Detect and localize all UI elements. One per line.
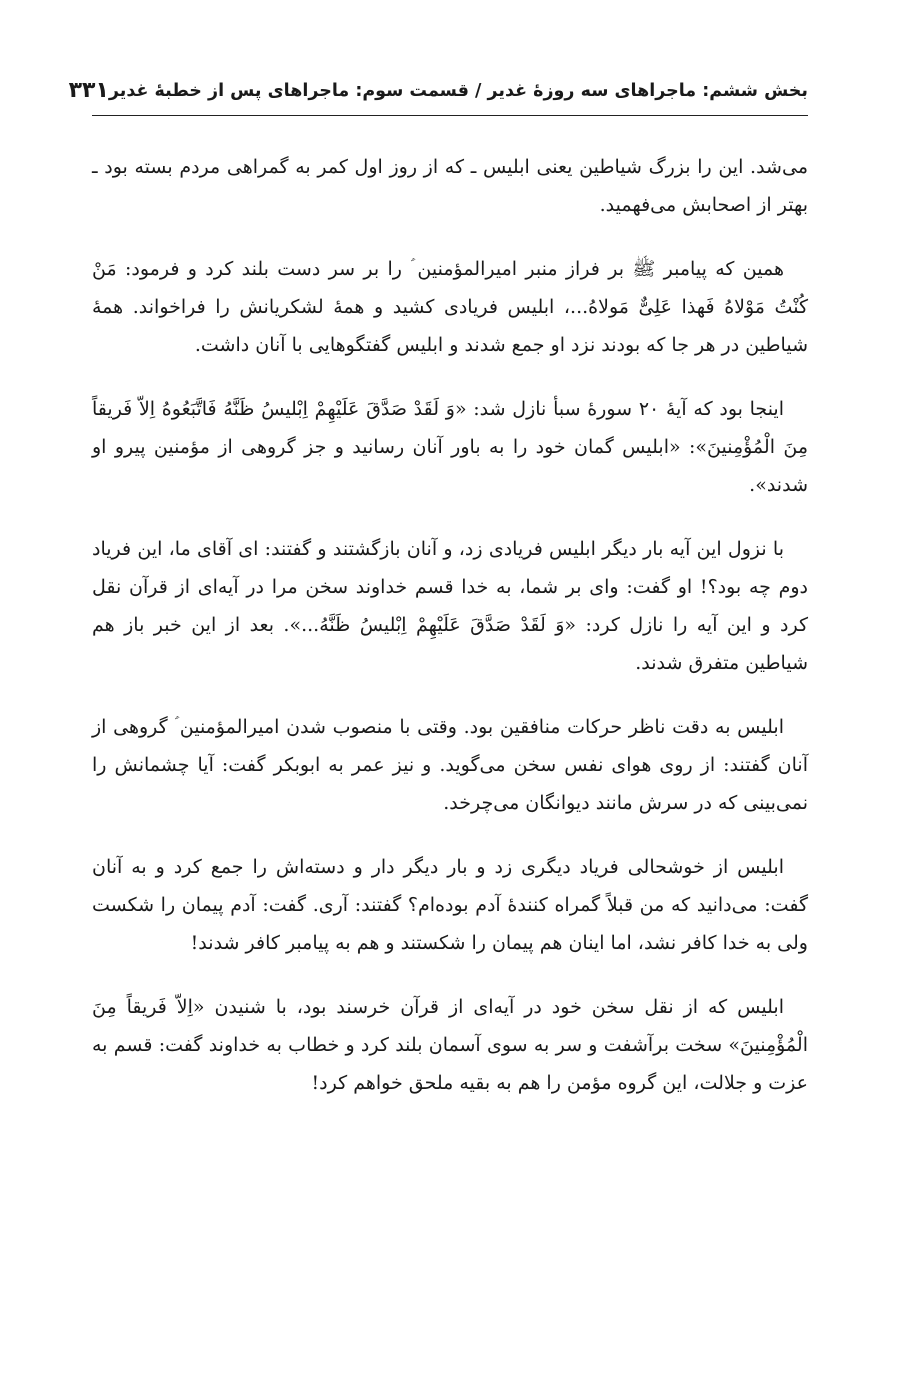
page-number: ۳۳۱: [68, 78, 109, 103]
paragraph-6: ابلیس از خوشحالی فریاد دیگری زد و بار دیگر دار و دسته‌اش را جمع کرد و به آنان گفت: می‌دانید که من قبلاً گمراه کنندهٔ آدم بوده‌ام؟ گفتند: آری. گفت: آدم پیمان را شکست ولی به خدا کافر نشد، اما اینان هم پیمان را شکستند و هم به پیامبر کافر شدند!: [92, 856, 808, 954]
paragraph-3: اینجا بود که آیهٔ ۲۰ سورهٔ سبأ نازل شد: «وَ لَقَدْ صَدَّقَ عَلَیْهِمْ اِبْلیسُ ظَنَّهُ فَاتَّبَعُوهُ اِلاّ فَریقاً مِنَ الْمُؤْمِنینَ»: «ابلیس گمان خود را به باور آنان رسانید و جز گروهی از مؤمنین پیرو او شدند».: [92, 398, 808, 496]
chapter-title: بخش ششم: ماجراهای سه روزهٔ غدیر / قسمت سوم: ماجراهای پس از خطبهٔ غدیر: [108, 80, 808, 101]
running-header: [68, 72, 808, 116]
paragraph-2: همین که پیامبر ﷺ بر فراز منبر امیرالمؤمنین ؑ را بر سر دست بلند کرد و فرمود: مَنْ کُنْتُ مَوْلاهُ فَهذا عَلِیٌّ مَولاهُ...، ابلیس فریادی کشید و همهٔ لشکریانش را فراخواند. همهٔ شیاطین در هر جا که بودند نزد او جمع شدند و ابلیس گفتگوهایی با آنان داشت.: [92, 258, 808, 356]
paragraph-1: می‌شد. این را بزرگ شیاطین یعنی ابلیس ـ که از روز اول کمر به گمراهی مردم بسته بود ـ بهتر از اصحابش می‌فهمید.: [92, 156, 808, 216]
paragraph-5: ابلیس به دقت ناظر حرکات منافقین بود. وقتی با منصوب شدن امیرالمؤمنین ؑ گروهی از آنان گفتند: از روی هوای نفس سخن می‌گوید. و نیز عمر به ابوبکر گفت: آیا چشمانش را نمی‌بینی که در سرش مانند دیوانگان می‌چرخد.: [92, 716, 808, 814]
body-text: [92, 148, 808, 1128]
paragraph-4: با نزول این آیه بار دیگر ابلیس فریادی زد، و آنان بازگشتند و گفتند: ای آقای ما، این فریاد دوم چه بود؟! او گفت: وای بر شما، به خدا قسم خداوند سخن مرا در آیه‌ای از قرآن نقل کرد و این آیه را نازل کرد: «وَ لَقَدْ صَدَّقَ عَلَیْهِمْ اِبْلیسُ ظَنَّهُ...». بعد از این خبر باز هم شیاطین متفرق شدند.: [92, 538, 808, 674]
paragraph-7: ابلیس که از نقل سخن خود در آیه‌ای از قرآن خرسند بود، با شنیدن «اِلاّ فَریقاً مِنَ الْمُؤْمِنینَ» سخت برآشفت و سر به سوی آسمان بلند کرد و خطاب به خداوند گفت: قسم به عزت و جلالت، این گروه مؤمن را هم به بقیه ملحق خواهم کرد!: [92, 996, 808, 1094]
